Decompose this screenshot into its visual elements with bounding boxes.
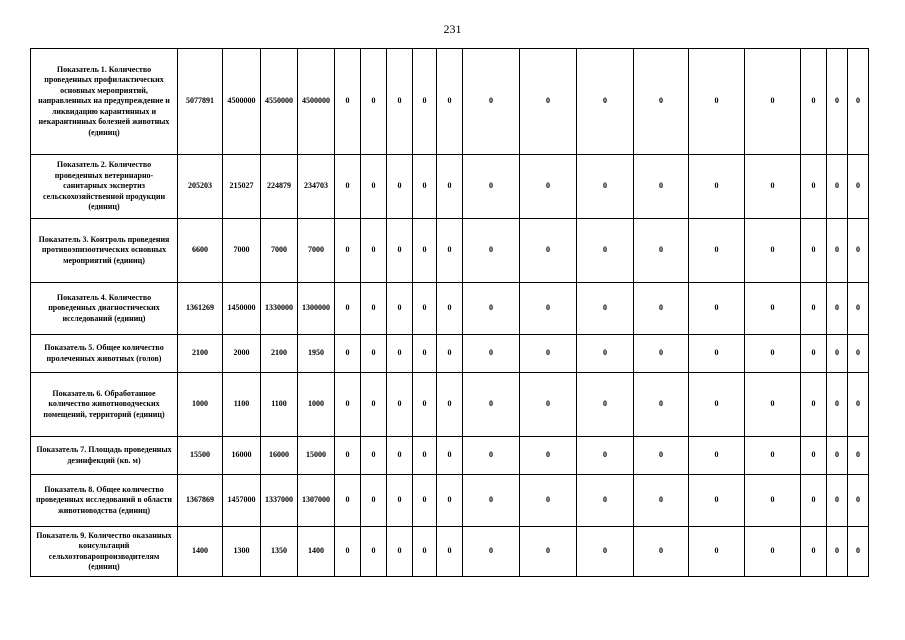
- indicator-value: 0: [745, 527, 801, 577]
- indicator-value: 2000: [223, 335, 261, 373]
- indicator-value: 0: [361, 219, 387, 283]
- indicator-value: 0: [413, 219, 437, 283]
- indicator-value: 234703: [298, 155, 335, 219]
- indicator-value: 0: [361, 335, 387, 373]
- indicator-value: 0: [437, 219, 463, 283]
- indicator-value: 0: [689, 527, 745, 577]
- indicator-value: 0: [520, 437, 577, 475]
- indicator-value: 7000: [298, 219, 335, 283]
- indicator-value: 0: [520, 475, 577, 527]
- indicator-value: 0: [745, 155, 801, 219]
- indicator-value: 0: [745, 335, 801, 373]
- indicator-value: 0: [361, 475, 387, 527]
- indicator-label: Показатель 5. Общее количество пролеченных животных (голов): [31, 335, 178, 373]
- indicator-value: 0: [745, 373, 801, 437]
- indicator-value: 0: [827, 373, 848, 437]
- indicator-value: 0: [689, 155, 745, 219]
- indicator-value: 0: [361, 49, 387, 155]
- indicator-value: 1350: [261, 527, 298, 577]
- indicator-value: 15000: [298, 437, 335, 475]
- indicator-value: 1361269: [178, 283, 223, 335]
- indicator-label: Показатель 8. Общее количество проведенных исследований в области животноводства (единиц): [31, 475, 178, 527]
- indicator-value: 0: [437, 49, 463, 155]
- indicator-value: 1400: [298, 527, 335, 577]
- indicator-value: 0: [335, 475, 361, 527]
- indicator-value: 0: [634, 219, 689, 283]
- indicator-value: 0: [827, 49, 848, 155]
- indicator-value: 0: [437, 475, 463, 527]
- indicator-value: 0: [689, 437, 745, 475]
- indicator-value: 1400: [178, 527, 223, 577]
- indicator-value: 0: [848, 283, 869, 335]
- indicator-value: 5077891: [178, 49, 223, 155]
- indicator-value: 0: [413, 283, 437, 335]
- indicator-value: 0: [413, 373, 437, 437]
- indicator-value: 0: [634, 373, 689, 437]
- indicator-value: 0: [335, 335, 361, 373]
- indicator-value: 0: [463, 283, 520, 335]
- indicator-value: 1337000: [261, 475, 298, 527]
- indicator-value: 0: [827, 155, 848, 219]
- table-row: [31, 475, 869, 527]
- indicator-value: 0: [577, 155, 634, 219]
- indicator-value: 0: [335, 49, 361, 155]
- indicator-value: 0: [335, 527, 361, 577]
- table-row: [31, 49, 869, 155]
- indicator-value: 4500000: [223, 49, 261, 155]
- indicator-value: 0: [634, 527, 689, 577]
- indicator-value: 0: [689, 49, 745, 155]
- indicator-value: 0: [801, 475, 827, 527]
- indicator-value: 0: [634, 155, 689, 219]
- indicator-value: 1100: [223, 373, 261, 437]
- indicator-value: 0: [745, 219, 801, 283]
- table-row: [31, 373, 869, 437]
- indicator-value: 0: [577, 527, 634, 577]
- indicator-value: 1950: [298, 335, 335, 373]
- indicator-value: 0: [745, 437, 801, 475]
- indicator-value: 0: [827, 219, 848, 283]
- indicator-value: 0: [848, 49, 869, 155]
- indicator-value: 6600: [178, 219, 223, 283]
- indicator-value: 0: [520, 335, 577, 373]
- indicator-value: 0: [387, 475, 413, 527]
- indicators-table: [30, 48, 869, 577]
- indicator-value: 0: [335, 373, 361, 437]
- indicator-value: 0: [577, 283, 634, 335]
- indicator-value: 0: [387, 335, 413, 373]
- indicator-value: 0: [413, 155, 437, 219]
- table-row: [31, 283, 869, 335]
- indicator-value: 0: [335, 437, 361, 475]
- indicator-value: 0: [437, 155, 463, 219]
- indicator-value: 1330000: [261, 283, 298, 335]
- indicator-value: 1307000: [298, 475, 335, 527]
- indicator-value: 0: [520, 527, 577, 577]
- indicator-value: 0: [463, 219, 520, 283]
- indicator-value: 0: [335, 219, 361, 283]
- indicator-value: 215027: [223, 155, 261, 219]
- indicator-value: 0: [745, 49, 801, 155]
- indicator-label: Показатель 2. Количество проведенных ветеринарно-санитарных экспертиз сельскохозяйственной продукции (единиц): [31, 155, 178, 219]
- indicator-value: 0: [689, 475, 745, 527]
- indicator-value: 1457000: [223, 475, 261, 527]
- indicator-value: 0: [689, 219, 745, 283]
- indicator-value: 0: [801, 219, 827, 283]
- indicator-value: 0: [689, 283, 745, 335]
- indicator-value: 0: [437, 283, 463, 335]
- indicator-value: 0: [827, 283, 848, 335]
- indicators-table-body: [31, 49, 869, 577]
- indicator-value: 0: [437, 335, 463, 373]
- indicator-value: 1100: [261, 373, 298, 437]
- indicator-value: 0: [577, 437, 634, 475]
- indicator-value: 0: [577, 335, 634, 373]
- indicator-value: 0: [387, 437, 413, 475]
- indicator-value: 0: [827, 335, 848, 373]
- indicator-value: 0: [848, 527, 869, 577]
- indicator-value: 1300: [223, 527, 261, 577]
- indicator-value: 0: [577, 373, 634, 437]
- indicator-value: 16000: [223, 437, 261, 475]
- indicator-value: 0: [387, 155, 413, 219]
- indicator-value: 0: [335, 155, 361, 219]
- indicator-value: 0: [577, 49, 634, 155]
- indicator-value: 0: [463, 527, 520, 577]
- indicator-value: 15500: [178, 437, 223, 475]
- indicator-value: 0: [361, 437, 387, 475]
- indicator-value: 0: [848, 335, 869, 373]
- indicator-value: 205203: [178, 155, 223, 219]
- indicator-value: 0: [689, 335, 745, 373]
- indicator-value: 0: [801, 335, 827, 373]
- indicator-value: 0: [634, 49, 689, 155]
- indicator-value: 0: [387, 373, 413, 437]
- indicator-value: 0: [387, 283, 413, 335]
- indicator-value: 0: [801, 283, 827, 335]
- indicator-value: 1000: [298, 373, 335, 437]
- indicator-value: 0: [387, 527, 413, 577]
- indicator-value: 2100: [178, 335, 223, 373]
- indicator-value: 1450000: [223, 283, 261, 335]
- indicator-value: 1000: [178, 373, 223, 437]
- indicator-value: 0: [413, 527, 437, 577]
- indicator-value: 0: [745, 475, 801, 527]
- indicator-value: 16000: [261, 437, 298, 475]
- table-row: [31, 155, 869, 219]
- indicator-value: 0: [463, 155, 520, 219]
- indicator-label: Показатель 3. Контроль проведения противоэпизоотических основных мероприятий (единиц): [31, 219, 178, 283]
- indicator-value: 0: [745, 283, 801, 335]
- indicator-label: Показатель 6. Обработанное количество животноводческих помещений, территорий (единиц): [31, 373, 178, 437]
- indicator-value: 7000: [261, 219, 298, 283]
- indicator-value: 0: [801, 373, 827, 437]
- indicator-value: 0: [577, 475, 634, 527]
- indicator-value: 0: [437, 373, 463, 437]
- indicator-value: 0: [437, 527, 463, 577]
- indicator-value: 0: [361, 283, 387, 335]
- indicator-value: 0: [520, 283, 577, 335]
- indicator-value: 224879: [261, 155, 298, 219]
- indicator-value: 0: [335, 283, 361, 335]
- indicator-value: 0: [848, 155, 869, 219]
- indicator-value: 0: [801, 155, 827, 219]
- indicator-value: 0: [463, 373, 520, 437]
- indicator-value: 0: [848, 437, 869, 475]
- indicator-value: 7000: [223, 219, 261, 283]
- indicator-value: 0: [634, 335, 689, 373]
- indicator-value: 4550000: [261, 49, 298, 155]
- indicator-value: 0: [520, 49, 577, 155]
- table-row: [31, 219, 869, 283]
- indicator-value: 0: [361, 155, 387, 219]
- indicator-value: 0: [577, 219, 634, 283]
- indicator-value: 1300000: [298, 283, 335, 335]
- indicator-value: 0: [463, 475, 520, 527]
- indicator-value: 0: [437, 437, 463, 475]
- indicator-value: 0: [520, 373, 577, 437]
- indicator-value: 0: [413, 475, 437, 527]
- indicator-value: 0: [634, 437, 689, 475]
- indicator-value: 0: [848, 373, 869, 437]
- indicator-value: 0: [827, 437, 848, 475]
- page-number: 231: [443, 22, 462, 36]
- indicator-value: 0: [801, 437, 827, 475]
- indicator-value: 0: [387, 219, 413, 283]
- table-row: [31, 437, 869, 475]
- indicator-value: 0: [520, 155, 577, 219]
- indicator-value: 0: [361, 373, 387, 437]
- indicator-value: 0: [463, 49, 520, 155]
- indicator-value: 2100: [261, 335, 298, 373]
- indicator-value: 0: [634, 283, 689, 335]
- indicator-value: 0: [801, 49, 827, 155]
- indicator-value: 0: [801, 527, 827, 577]
- indicator-value: 1367869: [178, 475, 223, 527]
- indicator-value: 0: [463, 335, 520, 373]
- indicator-value: 0: [634, 475, 689, 527]
- table-row: [31, 527, 869, 577]
- indicator-value: 0: [848, 475, 869, 527]
- indicator-label: Показатель 7. Площадь проведенных дезинфекций (кв. м): [31, 437, 178, 475]
- indicator-label: Показатель 4. Количество проведенных диагностических исследований (единиц): [31, 283, 178, 335]
- indicator-value: 4500000: [298, 49, 335, 155]
- indicator-value: 0: [387, 49, 413, 155]
- indicator-label: Показатель 1. Количество проведенных профилактических основных мероприятий, направленных на предупреждение и ликвидацию карантинных и некарантинных болезней животных (единиц): [31, 49, 178, 155]
- indicator-label: Показатель 9. Количество оказанных консультаций сельхозтоваропроизводителям (единиц): [31, 527, 178, 577]
- indicator-value: 0: [413, 437, 437, 475]
- indicator-value: 0: [827, 527, 848, 577]
- table-row: [31, 335, 869, 373]
- indicator-value: 0: [413, 49, 437, 155]
- indicator-value: 0: [848, 219, 869, 283]
- indicator-value: 0: [520, 219, 577, 283]
- indicator-value: 0: [689, 373, 745, 437]
- indicator-value: 0: [413, 335, 437, 373]
- indicator-value: 0: [361, 527, 387, 577]
- indicator-value: 0: [463, 437, 520, 475]
- indicator-value: 0: [827, 475, 848, 527]
